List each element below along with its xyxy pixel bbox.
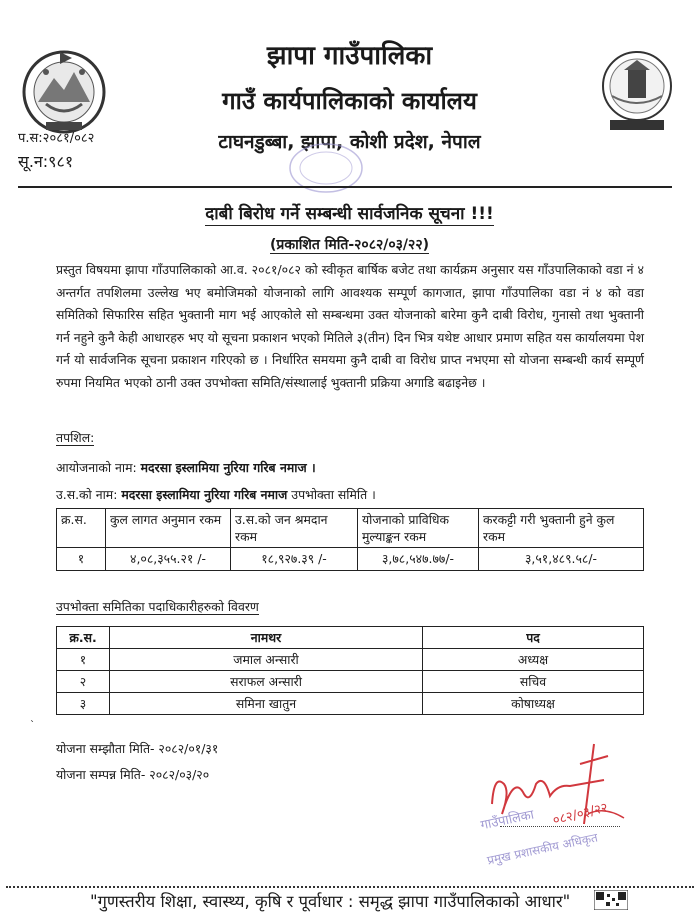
table-row <box>57 693 644 715</box>
table-cell: कोषाध्यक्ष <box>423 693 644 715</box>
table-cell: १८,९२७.३९ /- <box>231 548 358 571</box>
table-cell: ३,५१,४८९.५८/- <box>479 548 644 571</box>
stamp-text-municipality: गाउँपालिका <box>479 807 536 834</box>
table-header-cell: क्र.स. <box>57 509 106 548</box>
office-address: टाघनडुब्बा, झापा, कोशी प्रदेश, नेपाल <box>218 131 481 153</box>
table-cell: सचिव <box>423 671 644 693</box>
table-header-cell: करकट्टी गरी भुक्तानी हुने कुल रकम <box>479 509 644 548</box>
table-cell: ३,७८,५४७.७७/- <box>358 548 479 571</box>
officials-table <box>56 626 644 715</box>
officials-title: उपभोक्ता समितिका पदाधिकारीहरुको विवरण <box>56 599 259 614</box>
cost-table-header <box>57 509 644 548</box>
table-cell: ४,०८,३५५.२१ /- <box>106 548 231 571</box>
table-cell: २ <box>57 671 110 693</box>
footer-divider <box>6 886 694 888</box>
qr-code-icon <box>594 890 628 910</box>
table-cell: सराफल अन्सारी <box>110 671 423 693</box>
table-row <box>57 649 644 671</box>
project-label: आयोजनाको नाम: <box>56 460 137 475</box>
handwritten-date: ०८२/०३/२२ <box>551 800 610 829</box>
reference-number: प.स:२०८१/०८२ <box>18 131 95 146</box>
table-cell: ३ <box>57 693 110 715</box>
table-cell: जमाल अन्सारी <box>110 649 423 671</box>
committee-suffix: उपभोक्ता समिति । <box>291 487 376 502</box>
table-cell: १ <box>57 548 106 571</box>
committee-label: उ.स.को नाम: <box>56 487 118 502</box>
stray-mark: ` <box>30 720 35 731</box>
table-cell: १ <box>57 649 110 671</box>
table-header-cell: उ.स.को जन श्रमदान रकम <box>231 509 358 548</box>
officials-table-header <box>57 627 644 649</box>
committee-name: मदरसा इस्लामिया नुरिया गरिब नमाज <box>121 487 288 502</box>
table-cell: समिना खातुन <box>110 693 423 715</box>
office-title-line2: गाउँ कार्यपालिकाको कार्यालय <box>222 87 477 115</box>
dispatch-number: सू.न:९८१ <box>18 152 74 171</box>
project-name-row <box>56 459 316 476</box>
published-date: (प्रकाशित मिति-२०८२/०३/२२) <box>269 237 430 253</box>
table-row <box>57 548 644 571</box>
cost-table <box>56 508 644 571</box>
committee-name-row <box>56 486 376 503</box>
completion-date: योजना सम्पन्न मिति- २०८२/०३/२० <box>56 767 210 782</box>
notice-title: दाबी बिरोध गर्ने सम्बन्धी सार्वजनिक सूचना !!! <box>205 204 494 224</box>
footer-slogan: "गुणस्तरीय शिक्षा, स्वास्थ्य, कृषि र पूर्वाधार : समृद्ध झापा गाउँपालिकाको आधार" <box>90 892 571 911</box>
table-cell: अध्यक्ष <box>423 649 644 671</box>
table-header-cell: योजनाको प्राविधिक मुल्याङ्कन रकम <box>358 509 479 548</box>
agreement-date: योजना सम्झौता मिति- २०८२/०१/३१ <box>56 741 219 756</box>
table-header-cell: नामथर <box>110 627 423 649</box>
office-title-line1: झापा गाउँपालिका <box>266 41 433 71</box>
project-name: मदरसा इस्लामिया नुरिया गरिब नमाज । <box>140 460 316 475</box>
table-header-cell: कुल लागत अनुमान रकम <box>106 509 231 548</box>
table-row <box>57 671 644 693</box>
details-label: तपशिल: <box>56 430 95 445</box>
stamp-text-officer: प्रमुख प्रशासकीय अधिकृत <box>485 830 599 868</box>
table-header-cell: क्र.स. <box>57 627 110 649</box>
header-divider <box>18 186 672 188</box>
table-header-cell: पद <box>423 627 644 649</box>
notice-body: प्रस्तुत विषयमा झापा गाँउपालिकाको आ.व. २०८१/०८२ को स्वीकृत बार्षिक बजेट तथा कार्यक्रम अनुसार यस गाँउपालिकाको वडा नं ४ अन्तर्गत तपशिलमा उल्लेख भए बमोजिमको योजनाको लागि आवश्यक सम्पूर्ण कागजात, झापा गाँउपालिका वडा नं ४ को वडा समितिको सिफारिस सहित भुक्तानी माग भई आएकोले सो सम्बन्धमा उक्त योजनाको बारेमा कुनै दाबी विरोध, गुनासो तथा भुक्तानी गर्न नहुने कुनै केही आधारहरु भए यो सूचना प्रकाशन भएको मितिले ३(तीन) दिन भित्र यथेष्ट आधार प्रमाण सहित यस कार्यालयमा पेश गर्न यो सार्वजनिक सूचना प्रकाशन गरिएको छ । निर्धारित समयमा कुनै दाबी वा विरोध प्राप्त नभएमा सो योजना सम्बन्धी कार्य सम्पूर्ण रुपमा नियमित भएको ठानी उक्त उपभोक्ता समिति/संस्थालाई भुक्तानी प्रक्रिया अगाडि बढाइनेछ । <box>56 262 644 390</box>
